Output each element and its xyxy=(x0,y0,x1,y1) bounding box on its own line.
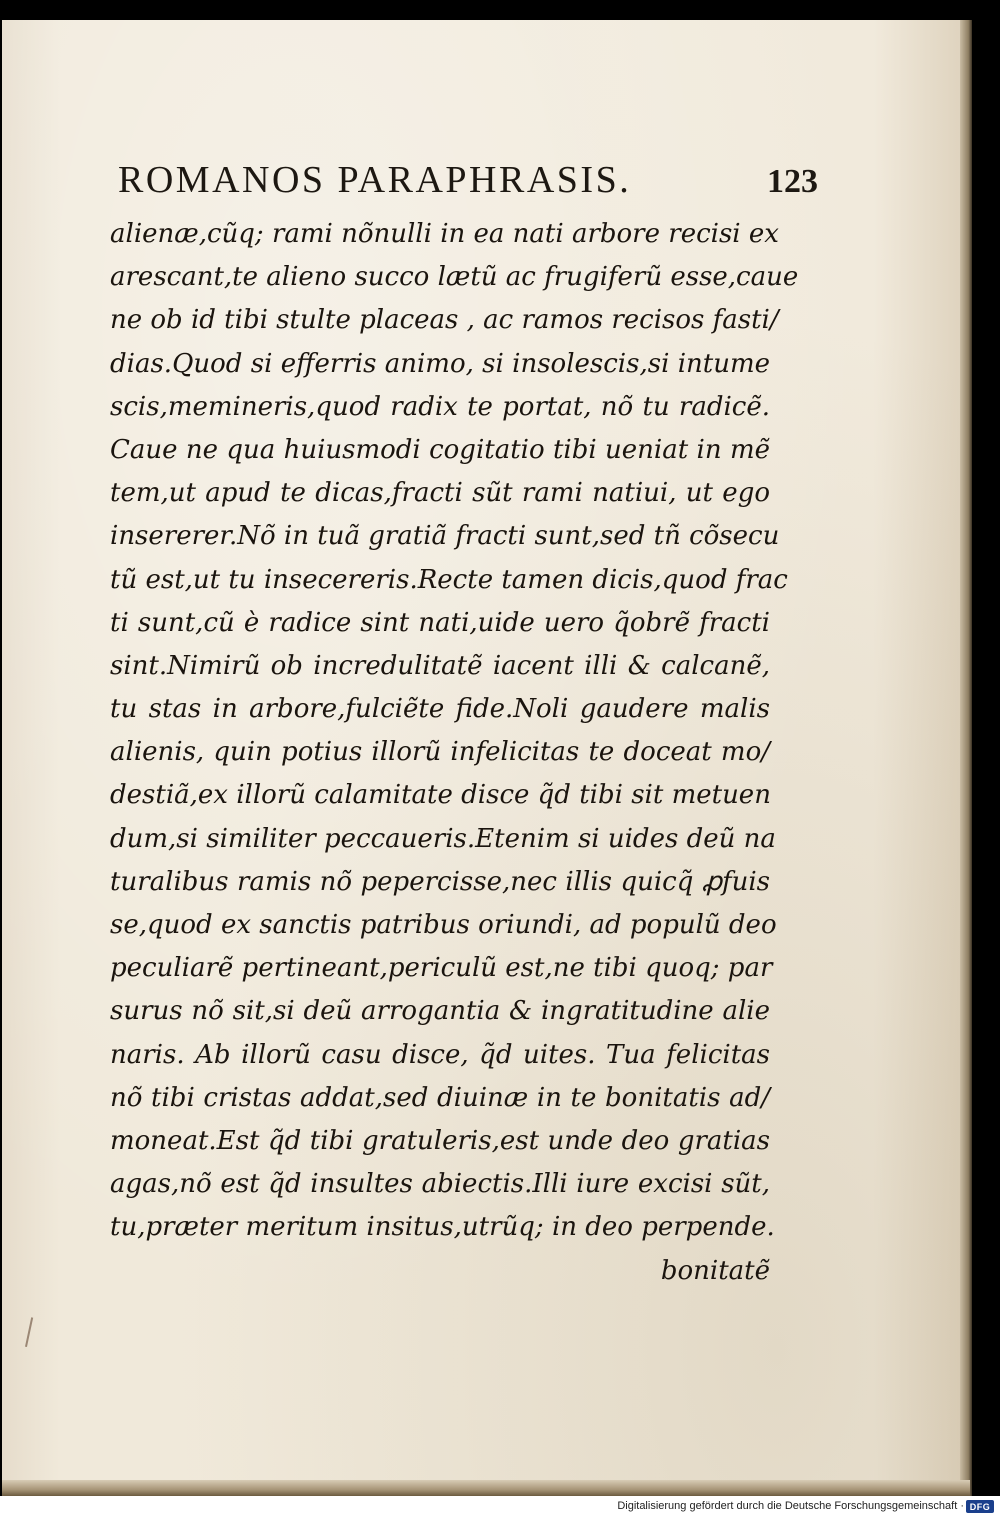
text-line: scis,memineris,quod radix te portat, nõ tu radicẽ. xyxy=(110,391,770,422)
footer-credit-text: Digitalisierung gefördert durch die Deutsche Forschungsgemeinschaft · xyxy=(617,1500,964,1512)
dfg-logo-icon xyxy=(966,1500,994,1513)
text-line: tu,præter meritum insitus,utrũq; in deo perpende. xyxy=(110,1212,775,1243)
folio-number: 123 xyxy=(767,163,818,200)
text-line: naris. Ab illorũ casu disce, q̃d uites. Tua felicitas xyxy=(110,1039,770,1070)
text-line: tu stas in arbore,fulciẽte fide.Noli gaudere malis xyxy=(110,694,770,725)
text-line: destiã,ex illorũ calamitate disce q̃d tibi sit metuen xyxy=(110,780,771,811)
text-line: ti sunt,cũ è radice sint nati,uide uero q̃obrẽ fracti xyxy=(110,607,770,638)
text-line: tũ est,ut tu insecereris.Recte tamen dicis,quod frac xyxy=(110,564,788,595)
text-block xyxy=(110,213,799,1293)
page-edge-bottom xyxy=(2,1480,970,1496)
text-line: dias.Quod si efferris animo, si insolescis,si intume xyxy=(110,348,770,379)
text-line: moneat.Est q̃d tibi gratuleris,est unde deo gratias xyxy=(110,1125,770,1156)
text-line: se,quod ex sanctis patribus oriundi, ad populũ deo xyxy=(110,910,777,940)
text-line: sint.Nimirũ ob incredulitatẽ iacent illi & calcanẽ, xyxy=(110,650,770,681)
text-line: arescant,te alieno succo lætũ ac frugiferũ esse,caue xyxy=(110,262,799,293)
footer-credit-bar xyxy=(0,1496,1000,1516)
running-title: ROMANOS PARAPHRASIS. xyxy=(118,159,632,201)
text-line: surus nõ sit,si deũ arrogantia & ingratitudine alie xyxy=(110,996,770,1027)
text-line: ne ob id tibi stulte placeas , ac ramos recisos fasti/ xyxy=(110,305,779,336)
text-line: tem,ut apud te dicas,fracti sũt rami natiui, ut ego xyxy=(110,478,770,509)
dfg-logo-text: DFG xyxy=(969,1501,991,1512)
text-line: agas,nõ est q̃d insultes abiectis.Illi iure excisi sũt, xyxy=(110,1169,770,1200)
running-head xyxy=(118,158,818,210)
text-line: alienis, quin potius illorũ infelicitas te doceat mo/ xyxy=(110,737,770,768)
page-edge-right xyxy=(960,20,972,1498)
text-line: alienæ,cũq; rami nõnulli in ea nati arbore recisi ex xyxy=(110,219,779,249)
text-line: peculiarẽ pertineant,periculũ est,ne tibi quoq; par xyxy=(110,953,773,984)
catchword: bonitatẽ xyxy=(660,1255,770,1286)
text-line: nõ tibi cristas addat,sed diuinæ in te bonitatis ad/ xyxy=(110,1082,770,1113)
text-line: Caue ne qua huiusmodi cogitatio tibi ueniat in mẽ xyxy=(110,434,770,465)
text-line: turalibus ramis nõ pepercisse,nec illis quicq̃ ꝓfuis xyxy=(110,866,770,897)
text-line: dum,si similiter peccaueris.Etenim si uides deũ na xyxy=(110,823,776,854)
text-line: insererer.Nõ in tuã gratiã fracti sunt,sed tñ cõsecu xyxy=(110,521,780,552)
